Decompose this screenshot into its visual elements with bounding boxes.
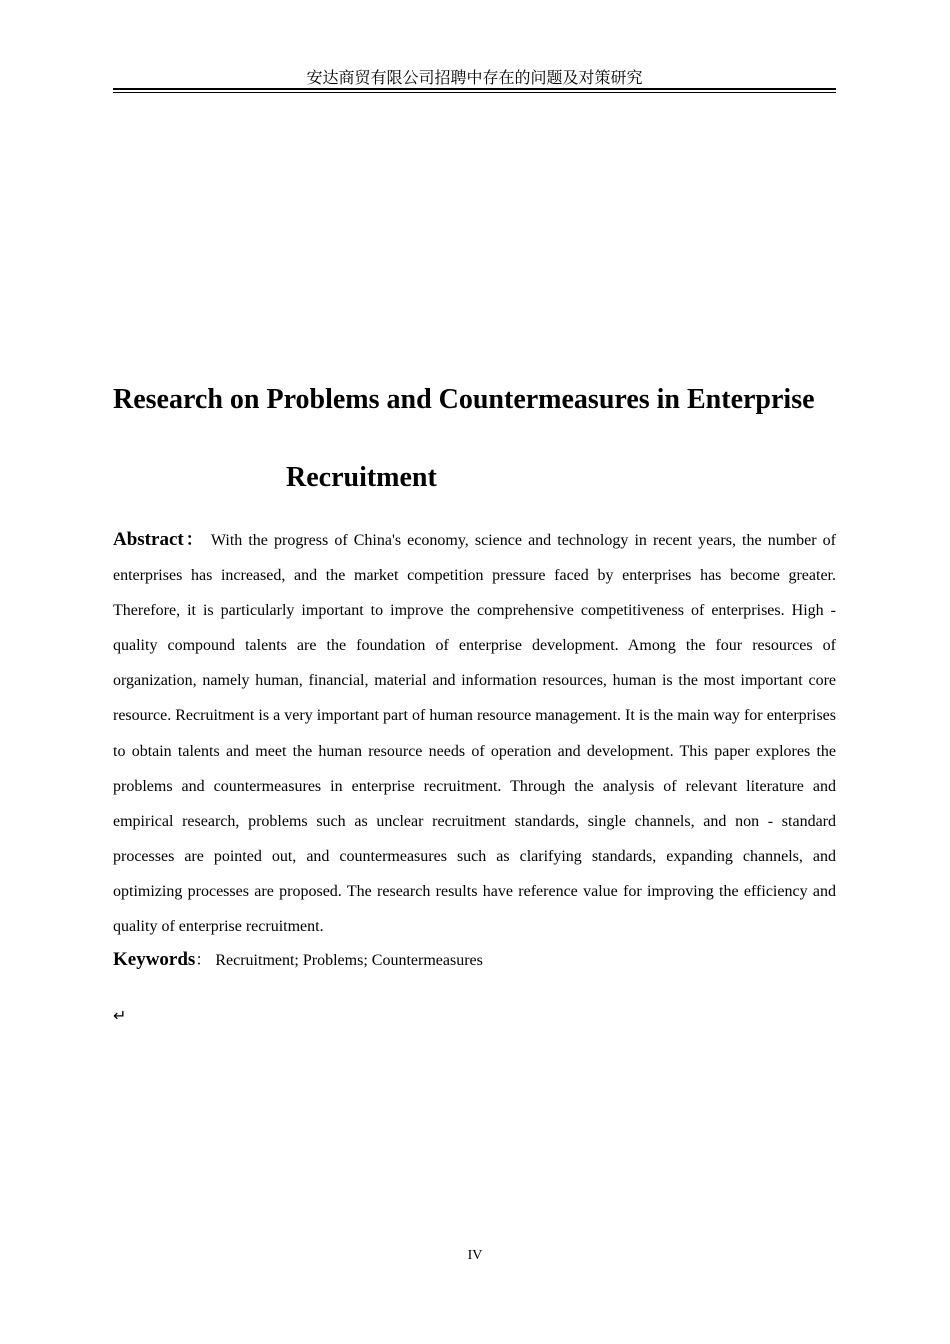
header-rule: [113, 88, 836, 93]
keywords-paragraph: [113, 944, 836, 977]
abstract-text: With the progress of China's economy, science and technology in recent years, the number of enterprises has increased, and the market competition pressure faced by enterprises has become greater. Therefore, it is particularly important to improve the comprehensive competitiveness of enterprises. High - quality compound talents are the foundation of enterprise development. Among the four resources of organization, namely human, financial, material and information resources, human is the most important core resource. Recruitment is a very important part of human resource management. It is the main way for enterprises to obtain talents and meet the human resource needs of operation and development. This paper explores the problems and countermeasures in enterprise recruitment. Through the analysis of relevant literature and empirical research, problems such as unclear recruitment standards, single channels, and non - standard processes are pointed out, and countermeasures such as clarifying standards, expanding channels, and optimizing processes are proposed. The research results have reference value for improving the efficiency and quality of enterprise recruitment.: [113, 532, 836, 936]
paragraph-mark-icon: ↵: [113, 1006, 127, 1025]
abstract-label: Abstract: [113, 529, 184, 550]
running-header: 安达商贸有限公司招聘中存在的问题及对策研究: [306, 68, 643, 87]
keywords-label: Keywords: [113, 949, 196, 970]
abstract-colon: ：: [183, 530, 205, 549]
abstract-paragraph: [113, 522, 836, 944]
keywords-colon: ：: [195, 952, 212, 969]
paper-title-line-2: Recruitment: [286, 462, 437, 493]
page-number: IV: [467, 1248, 483, 1263]
paper-title-line-1: Research on Problems and Countermeasures in Enterprise: [113, 384, 815, 415]
keywords-text: Recruitment; Problems; Countermeasures: [215, 952, 483, 969]
